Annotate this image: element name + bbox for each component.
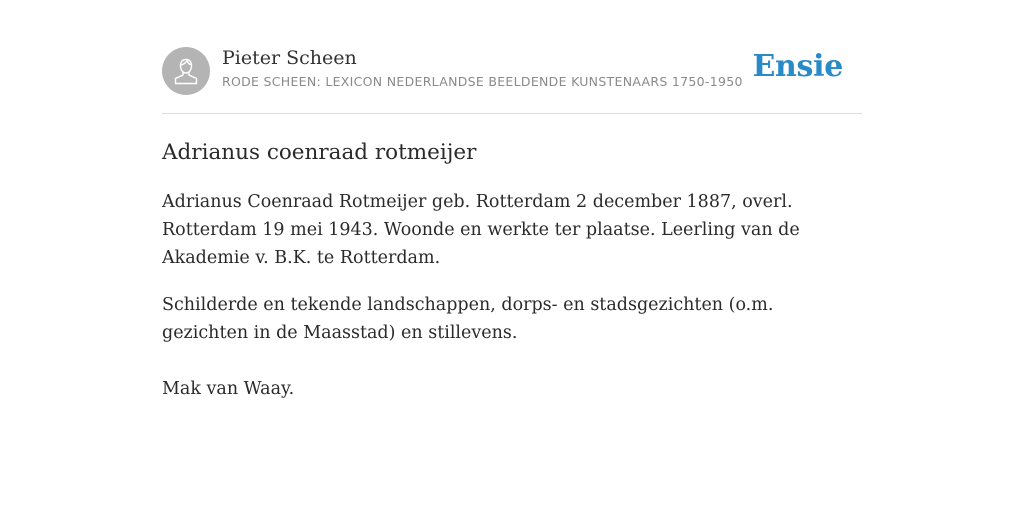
entry-title: Adrianus coenraad rotmeijer <box>162 140 477 165</box>
source-title[interactable]: RODE SCHEEN: LEXICON NEDERLANDSE BEELDENDE KUNSTENAARS 1750-1950 <box>222 74 743 89</box>
entry-paragraph: Adrianus Coenraad Rotmeijer geb. Rotterdam 2 december 1887, overl. Rotterdam 19 mei 1943. Woonde en werkte ter plaatse. Leerling van de Akademie v. B.K. te Rotterdam. <box>162 192 800 268</box>
author-name[interactable]: Pieter Scheen <box>222 47 357 69</box>
user-icon <box>172 56 200 86</box>
avatar[interactable] <box>162 47 210 95</box>
author-block <box>222 45 743 89</box>
entry-paragraph: Schilderde en tekende landschappen, dorps- en stadsgezichten (o.m. gezichten in de Maasstad) en stillevens. <box>162 295 774 343</box>
entry-signature: Mak van Waay. <box>162 379 295 399</box>
entry-page <box>162 0 862 403</box>
ensie-logo[interactable]: Ensie <box>752 49 843 84</box>
